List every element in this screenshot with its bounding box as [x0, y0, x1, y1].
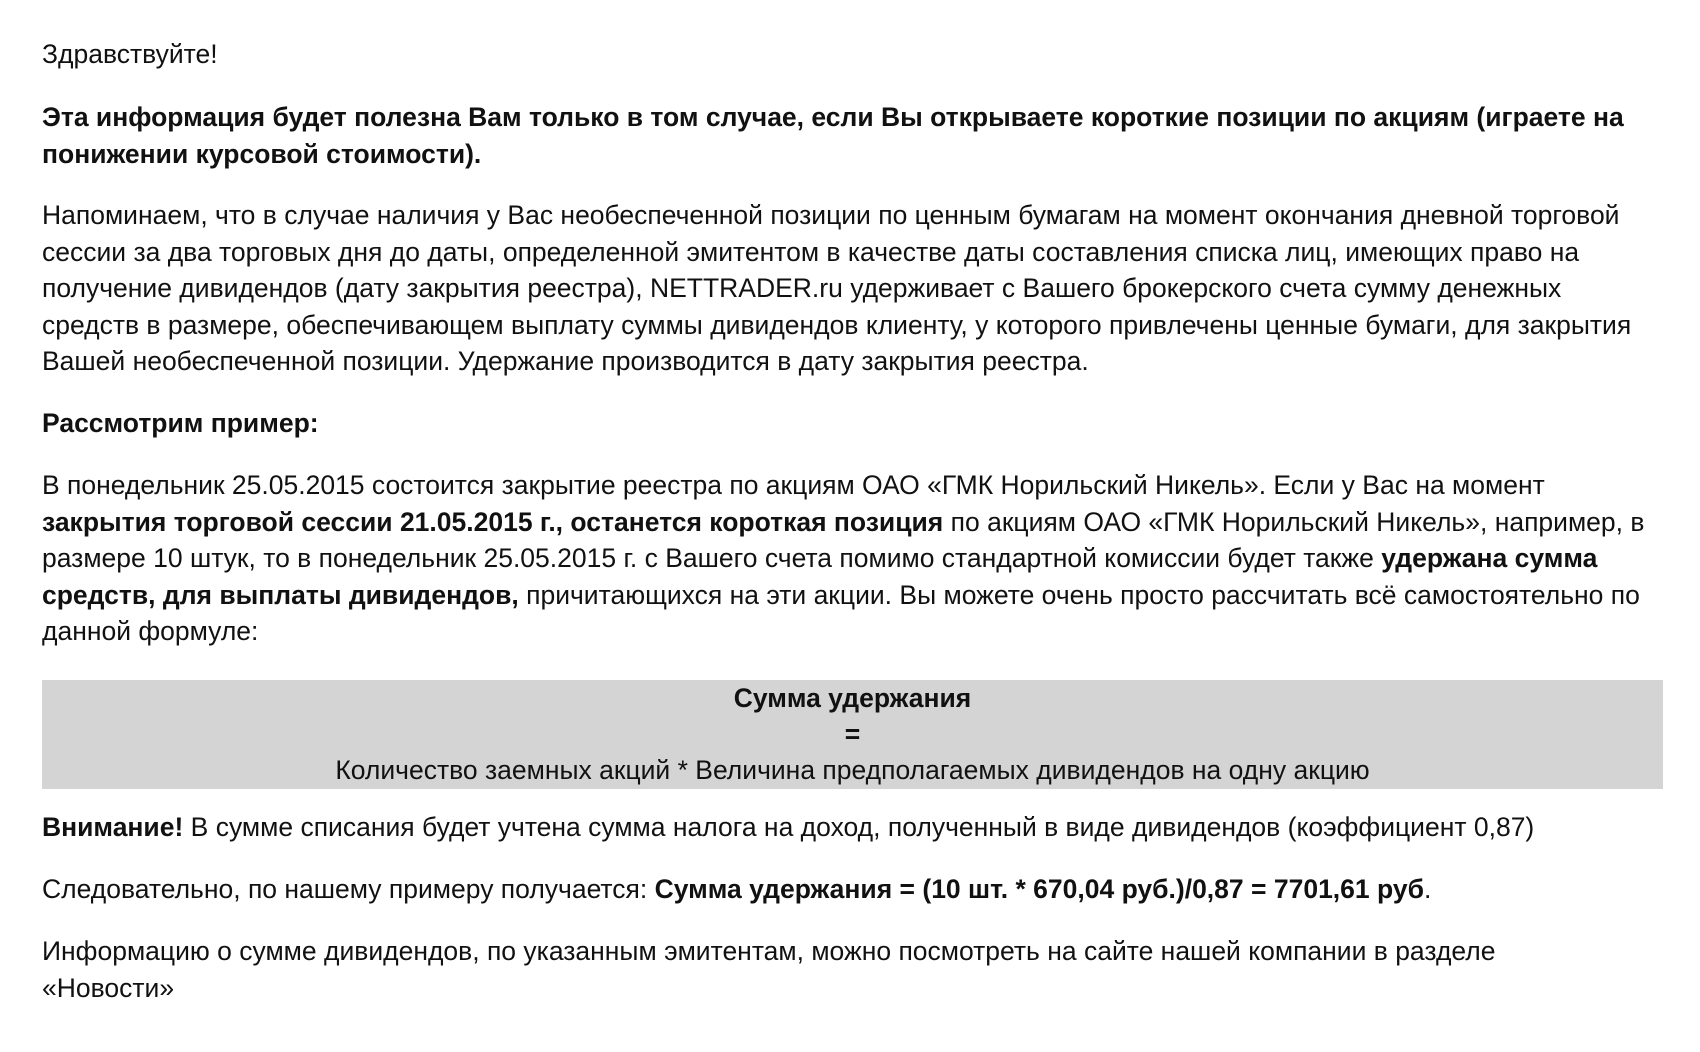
formula-expression: Количество заемных акций * Величина предполагаемых дивидендов на одну акцию — [335, 755, 1370, 785]
info-paragraph: Информацию о сумме дивидендов, по указанным эмитентам, можно посмотреть на сайте нашей компании в разделе «Новости» — [42, 936, 1496, 1003]
example-text-3: причитающихся на эти акции. Вы можете очень просто рассчитать всё самостоятельно по данной формуле: — [42, 579, 1640, 646]
result-suffix: . — [1423, 874, 1432, 904]
formula-box — [42, 680, 1663, 789]
example-bold-1: закрытия торговой сессии 21.05.2015 г., останется короткая позиция — [42, 506, 944, 537]
result-bold: Сумма удержания = (10 шт. * 670,04 руб.)/0,87 = 7701,61 руб — [654, 874, 1424, 904]
formula-equals: = — [844, 719, 861, 749]
example-text-1: В понедельник 25.05.2015 состоится закрытие реестра по акциям ОАО «ГМК Норильский Никель». Если у Вас на момент — [42, 470, 1545, 500]
example-heading — [42, 405, 1662, 442]
result-paragraph — [42, 871, 1662, 908]
reminder-paragraph: Напоминаем, что в случае наличия у Вас необеспеченной позиции по ценным бумагам на момент окончания дневной торговой сессии за два торговых дня до даты, определенной эмитентом в качестве даты составления списка лиц, имеющих право на получение дивидендов (дату закрытия реестра), NETTRADER.ru удерживает с Вашего брокерского счета сумму денежных средств в размере, обеспечивающем выплату суммы дивидендов клиенту, у которого привлечены ценные бумаги, для закрытия Вашей необеспеченной позиции. Удержание производится в дату закрытия реестра. — [42, 200, 1632, 376]
example-heading-text: Рассмотрим пример: — [42, 408, 319, 438]
attention-text: В сумме списания будет учтена сумма налога на доход, полученный в виде дивидендов (коэффициент 0,87) — [183, 812, 1535, 842]
example-text-2: по акциям ОАО «ГМК Норильский Никель», например, в размере 10 штук, то в понедельник 25.05.2015 г. с Вашего счета помимо стандартной комиссии будет также — [42, 506, 1645, 573]
example-paragraph — [42, 467, 1662, 650]
example-bold-2: удержана сумма средств, для выплаты дивидендов, — [42, 543, 1598, 610]
result-prefix: Следовательно, по нашему примеру получается: — [42, 874, 655, 904]
attention-paragraph — [42, 809, 1662, 846]
formula-title: Сумма удержания — [733, 683, 972, 713]
notice-bold-text: Эта информация будет полезна Вам только в том случае, если Вы открываете короткие позиции по акциям (играете на понижении курсовой стоимости). — [42, 102, 1624, 169]
greeting: Здравствуйте! — [42, 39, 218, 69]
notice-paragraph — [42, 99, 1662, 172]
attention-label: Внимание! — [42, 812, 184, 842]
